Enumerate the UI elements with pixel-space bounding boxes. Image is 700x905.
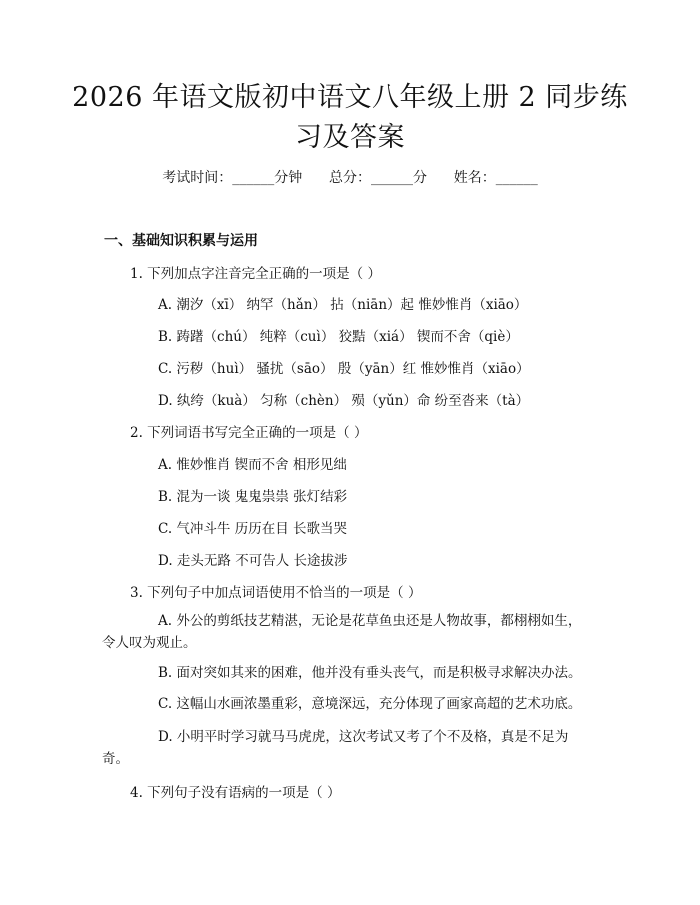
exam-info: 考试时间：______分钟 总分：______分 姓名：______ (162, 170, 538, 186)
question-2-option-a: A. 惟妙惟肖 锲而不舍 相形见绌 (158, 457, 347, 473)
question-2-option-d: D. 走头无路 不可告人 长途拔涉 (158, 553, 348, 569)
question-3-option-b: B. 面对突如其来的困难，他并没有垂头丧气，而是积极寻求解决办法。 (158, 665, 582, 681)
question-3-option-c: C. 这幅山水画浓墨重彩，意境深远，充分体现了画家高超的艺术功底。 (158, 696, 582, 712)
question-1-option-d: D. 纨绔（kuà） 匀称（chèn） 殒（yǔn）命 纷至沓来（tà） (158, 393, 530, 409)
question-2-option-b: B. 混为一谈 鬼鬼祟祟 张灯结彩 (158, 489, 348, 505)
question-1-option-b: B. 踌躇（chú） 纯粹（cuì） 狡黠（xiá） 锲而不舍（qiè） (158, 329, 519, 345)
question-1-stem: 1. 下列加点字注音完全正确的一项是（ ） (130, 266, 381, 282)
question-4-stem: 4. 下列句子没有语病的一项是（ ） (130, 785, 341, 801)
question-3-option-d: D. 小明平时学习就马马虎虎，这次考试又考了个不及格，真是不足为奇。 (102, 729, 569, 767)
question-3-stem: 3. 下列句子中加点词语使用不恰当的一项是（ ） (130, 585, 422, 601)
question-1-option-c: C. 污秽（huì） 骚扰（sāo） 殷（yān）红 惟妙惟肖（xiāo） (158, 361, 530, 377)
question-2-option-c: C. 气冲斗牛 历历在目 长歌当哭 (158, 521, 348, 537)
question-3-option-a: A. 外公的剪纸技艺精湛，无论是花草鱼虫还是人物故事，都栩栩如生，令人叹为观止。 (102, 613, 582, 651)
section-heading: 一、基础知识积累与运用 (104, 233, 258, 249)
page-title: 2026 年语文版初中语文八年级上册 2 同步练习及答案 (72, 82, 628, 153)
question-1-option-a: A. 潮汐（xī） 纳罕（hǎn） 拈（niān）起 惟妙惟肖（xiāo） (158, 297, 528, 313)
question-2-stem: 2. 下列词语书写完全正确的一项是（ ） (130, 425, 368, 441)
